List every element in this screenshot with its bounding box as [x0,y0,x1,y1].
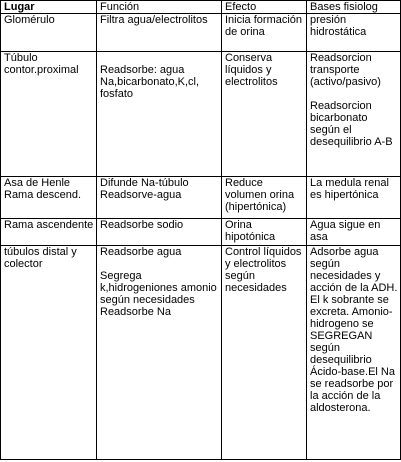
cell-efecto [222,14,307,52]
cell-funcion [97,52,222,177]
cell-efecto [222,246,307,460]
cell-funcion [97,246,222,460]
cell-efecto [222,177,307,219]
cell-efecto [222,52,307,177]
header-efecto: Efecto [222,1,307,14]
funcion-text: Filtra agua/electrolitos [100,14,208,26]
cell-funcion [97,14,222,52]
efecto-text: Inicia formación de orina [225,14,303,38]
bases-text: Readsorcion transporte (activo/pasivo) [310,52,381,88]
header-lugar: Lugar [1,1,97,14]
funcion-text: Difunde Na-túbulo Readsorve-agua [100,177,189,201]
table-row [1,246,401,460]
cell-funcion [97,177,222,219]
cell-bases [307,219,401,246]
efecto-text: Orina hipotónica [225,219,276,243]
cell-efecto [222,219,307,246]
cell-bases [307,14,401,52]
cell-lugar [1,177,97,219]
header-funcion: Función [97,1,222,14]
table-row [1,52,401,177]
lugar-text: Túbulo contor.proximal [4,52,79,76]
cell-lugar [1,219,97,246]
cell-bases [307,246,401,460]
bases-text: Readsorcion bicarbonato según el desequilibrio A-B [310,100,393,148]
efecto-text: Control líquidos y electrolitos según necesidades [225,246,302,294]
cell-lugar [1,14,97,52]
funcion-text: Segrega k,hidrogeniones amonio según necesidades Readsorbe Na [100,270,217,318]
cell-funcion [97,219,222,246]
cell-lugar [1,246,97,460]
efecto-text: Conserva líquidos y electrolitos [225,52,278,88]
bases-text: Adsorbe agua según necesidades y acción de la ADH. El k sobrante se excreta. Amonio-hidrogeno se SEGREGAN según desequilibrio Ácido-base.El Na se readsorbe por la acción de la aldosterona. [310,246,398,414]
bases-text: La medula renal es hipertónica [310,177,389,201]
funcion-text: Readsorbe sodio [100,219,184,231]
efecto-text: Reduce volumen orina (hipertónica) [225,177,295,213]
funcion-text: Readsorbe: agua Na,bicarbonato,K,cl, fosfato [100,64,200,100]
bases-text: Agua sigue en asa [310,219,381,243]
lugar-text: Rama ascendente [4,219,94,231]
table-row [1,177,401,219]
table-row [1,14,401,52]
bases-text: presión hidrostática [310,14,367,38]
header-row [1,1,401,14]
header-bases: Bases fisiolog [307,1,401,14]
lugar-text: túbulos distal y colector [4,246,77,270]
table-row [1,219,401,246]
funcion-text: Readsorbe agua [100,246,182,258]
lugar-text: Asa de Henle Rama descend. [4,177,82,201]
cell-bases [307,177,401,219]
cell-bases [307,52,401,177]
lugar-text: Glomérulo [4,14,55,26]
cell-lugar [1,52,97,177]
